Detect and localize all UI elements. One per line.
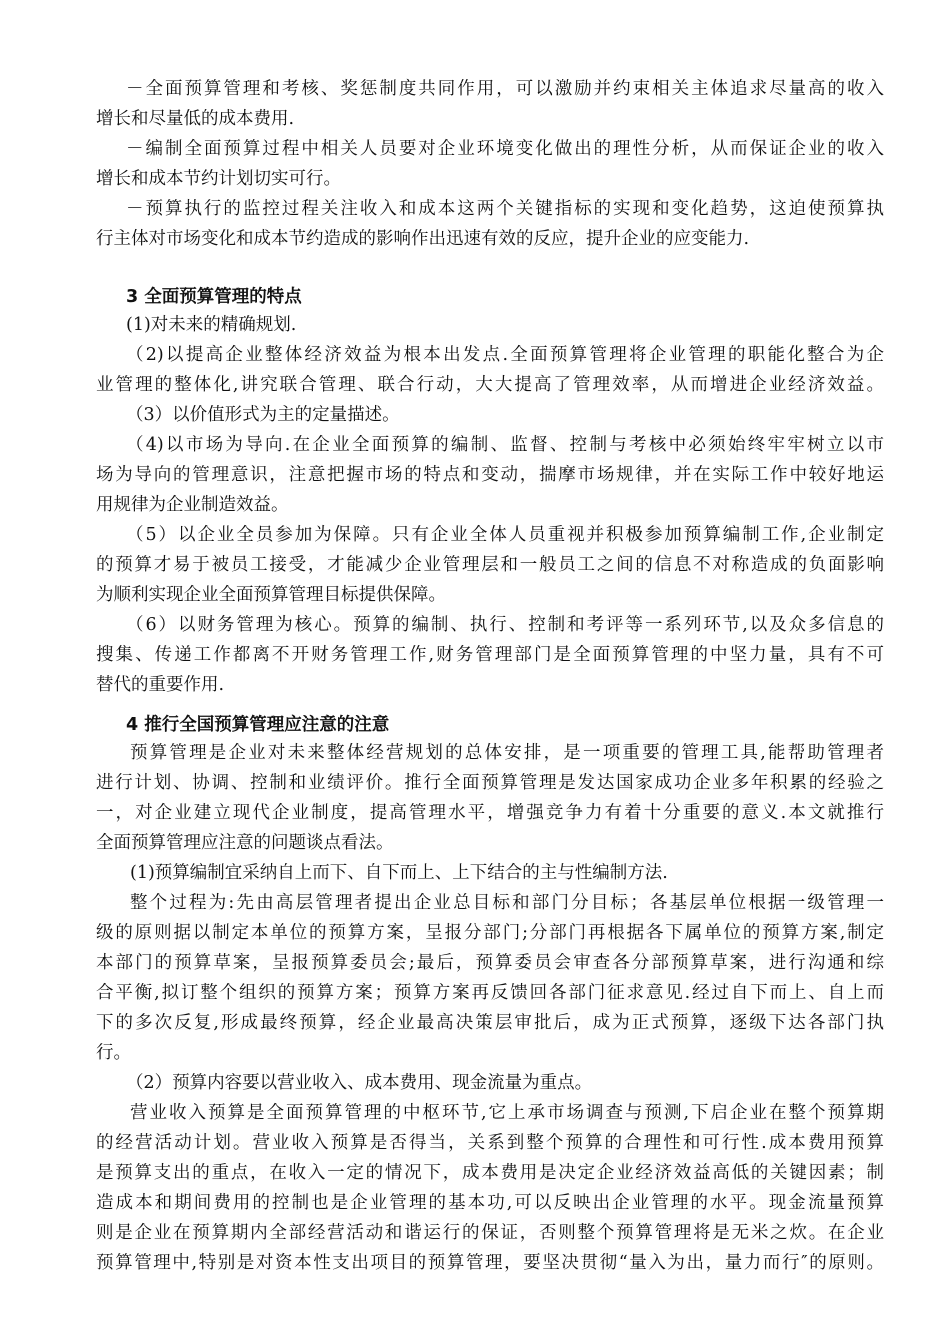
body-text-line: 搜集、传递工作都离不开财务管理工作,财务管理部门是全面预算管理的中坚力量，具有不可 xyxy=(96,645,884,665)
body-text-line: 一，对企业建立现代企业制度，提高管理水平，增强竞争力有着十分重要的意义.本文就推行 xyxy=(96,803,884,823)
body-text-line: （2）预算内容要以营业收入、成本费用、现金流量为重点。 xyxy=(126,1073,593,1093)
body-text-line: 增长和成本节约计划切实可行。 xyxy=(96,169,341,189)
body-text-line: 预算管理中,特别是对资本性支出项目的预算管理，要坚决贯彻“量入为出，量力而行″的原则。 xyxy=(96,1253,884,1273)
body-text-line: 下的多次反复,形成最终预算，经企业最高决策层审批后，成为正式预算，逐级下达各部门执 xyxy=(96,1013,884,1033)
body-text-line: 用规律为企业制造效益。 xyxy=(96,495,289,515)
body-text-line: （3）以价值形式为主的定量描述。 xyxy=(126,405,400,425)
body-text-line: （5）以企业全员参加为保障。只有企业全体人员重视并积极参加预算编制工作,企业制定 xyxy=(126,525,884,545)
body-text-line: 进行计划、协调、控制和业绩评价。推行全面预算管理是发达国家成功企业多年积累的经验之 xyxy=(96,773,884,793)
body-text-line: 则是企业在预算期内全部经营活动和谐运行的保证，否则整个预算管理将是无米之炊。在企业 xyxy=(96,1223,884,1243)
body-text-line: 营业收入预算是全面预算管理的中枢环节,它上承市场调查与预测,下启企业在整个预算期 xyxy=(130,1103,884,1123)
body-text-line: －编制全面预算过程中相关人员要对企业环境变化做出的理性分析，从而保证企业的收入 xyxy=(126,139,884,159)
body-text-line: 增长和尽量低的成本费用. xyxy=(96,109,295,129)
body-text-line: 替代的重要作用. xyxy=(96,675,225,695)
body-text-line: 行。 xyxy=(96,1043,131,1063)
body-text-line: 为顺利实现企业全面预算管理目标提供保障。 xyxy=(96,585,446,605)
section-4-heading: 4 推行全国预算管理应注意的注意 xyxy=(126,715,390,735)
body-text-line: －全面预算管理和考核、奖惩制度共同作用，可以激励并约束相关主体追求尽量高的收入 xyxy=(126,79,884,99)
body-text-line: 造成本和期间费用的控制也是企业管理的基本功,可以反映出企业管理的水平。现金流量预算 xyxy=(96,1193,884,1213)
body-text-line: （2)以提高企业整体经济效益为根本出发点.全面预算管理将企业管理的职能化整合为企 xyxy=(126,345,884,365)
body-text-line: －预算执行的监控过程关注收入和成本这两个关键指标的实现和变化趋势，这迫使预算执 xyxy=(126,199,884,219)
body-text-line: 是预算支出的重点，在收入一定的情况下，成本费用是决定企业经济效益高低的关键因素；制 xyxy=(96,1163,884,1183)
body-text-line: 合平衡,拟订整个组织的预算方案；预算方案再反馈回各部门征求意见.经过自下而上、自上而 xyxy=(96,983,884,1003)
body-text-line: (1)预算编制宜采纳自上而下、自下而上、上下结合的主与性编制方法. xyxy=(130,863,668,883)
body-text-line: 场为导向的管理意识，注意把握市场的特点和变动，揣摩市场规律，并在实际工作中较好地运 xyxy=(96,465,884,485)
body-text-line: 整个过程为:先由高层管理者提出企业总目标和部门分目标；各基层单位根据一级管理一 xyxy=(130,893,884,913)
body-text-line: 行主体对市场变化和成本节约造成的影响作出迅速有效的反应，提升企业的应变能力. xyxy=(96,229,750,249)
body-text-line: 预算管理是企业对未来整体经营规划的总体安排，是一项重要的管理工具,能帮助管理者 xyxy=(130,743,884,763)
body-text-line: (1)对未来的精确规划. xyxy=(126,315,297,335)
body-text-line: 本部门的预算草案，呈报预算委员会;最后，预算委员会审查各分部预算草案，进行沟通和综 xyxy=(96,953,884,973)
body-text-line: 的经营活动计划。营业收入预算是否得当，关系到整个预算的合理性和可行性.成本费用预算 xyxy=(96,1133,884,1153)
body-text-line: （6）以财务管理为核心。预算的编制、执行、控制和考评等一系列环节,以及众多信息的 xyxy=(126,615,884,635)
body-text-line: 的预算才易于被员工接受，才能减少企业管理层和一般员工之间的信息不对称造成的负面影响 xyxy=(96,555,884,575)
body-text-line: 全面预算管理应注意的问题谈点看法。 xyxy=(96,833,394,853)
section-3-heading: 3 全面预算管理的特点 xyxy=(126,287,302,307)
body-text-line: 级的原则据以制定本单位的预算方案，呈报分部门;分部门再根据各下属单位的预算方案,制定 xyxy=(96,923,884,943)
body-text-line: （4)以市场为导向.在企业全面预算的编制、监督、控制与考核中必须始终牢牢树立以市 xyxy=(126,435,884,455)
body-text-line: 业管理的整体化,讲究联合管理、联合行动，大大提高了管理效率，从而增进企业经济效益。 xyxy=(96,375,884,395)
